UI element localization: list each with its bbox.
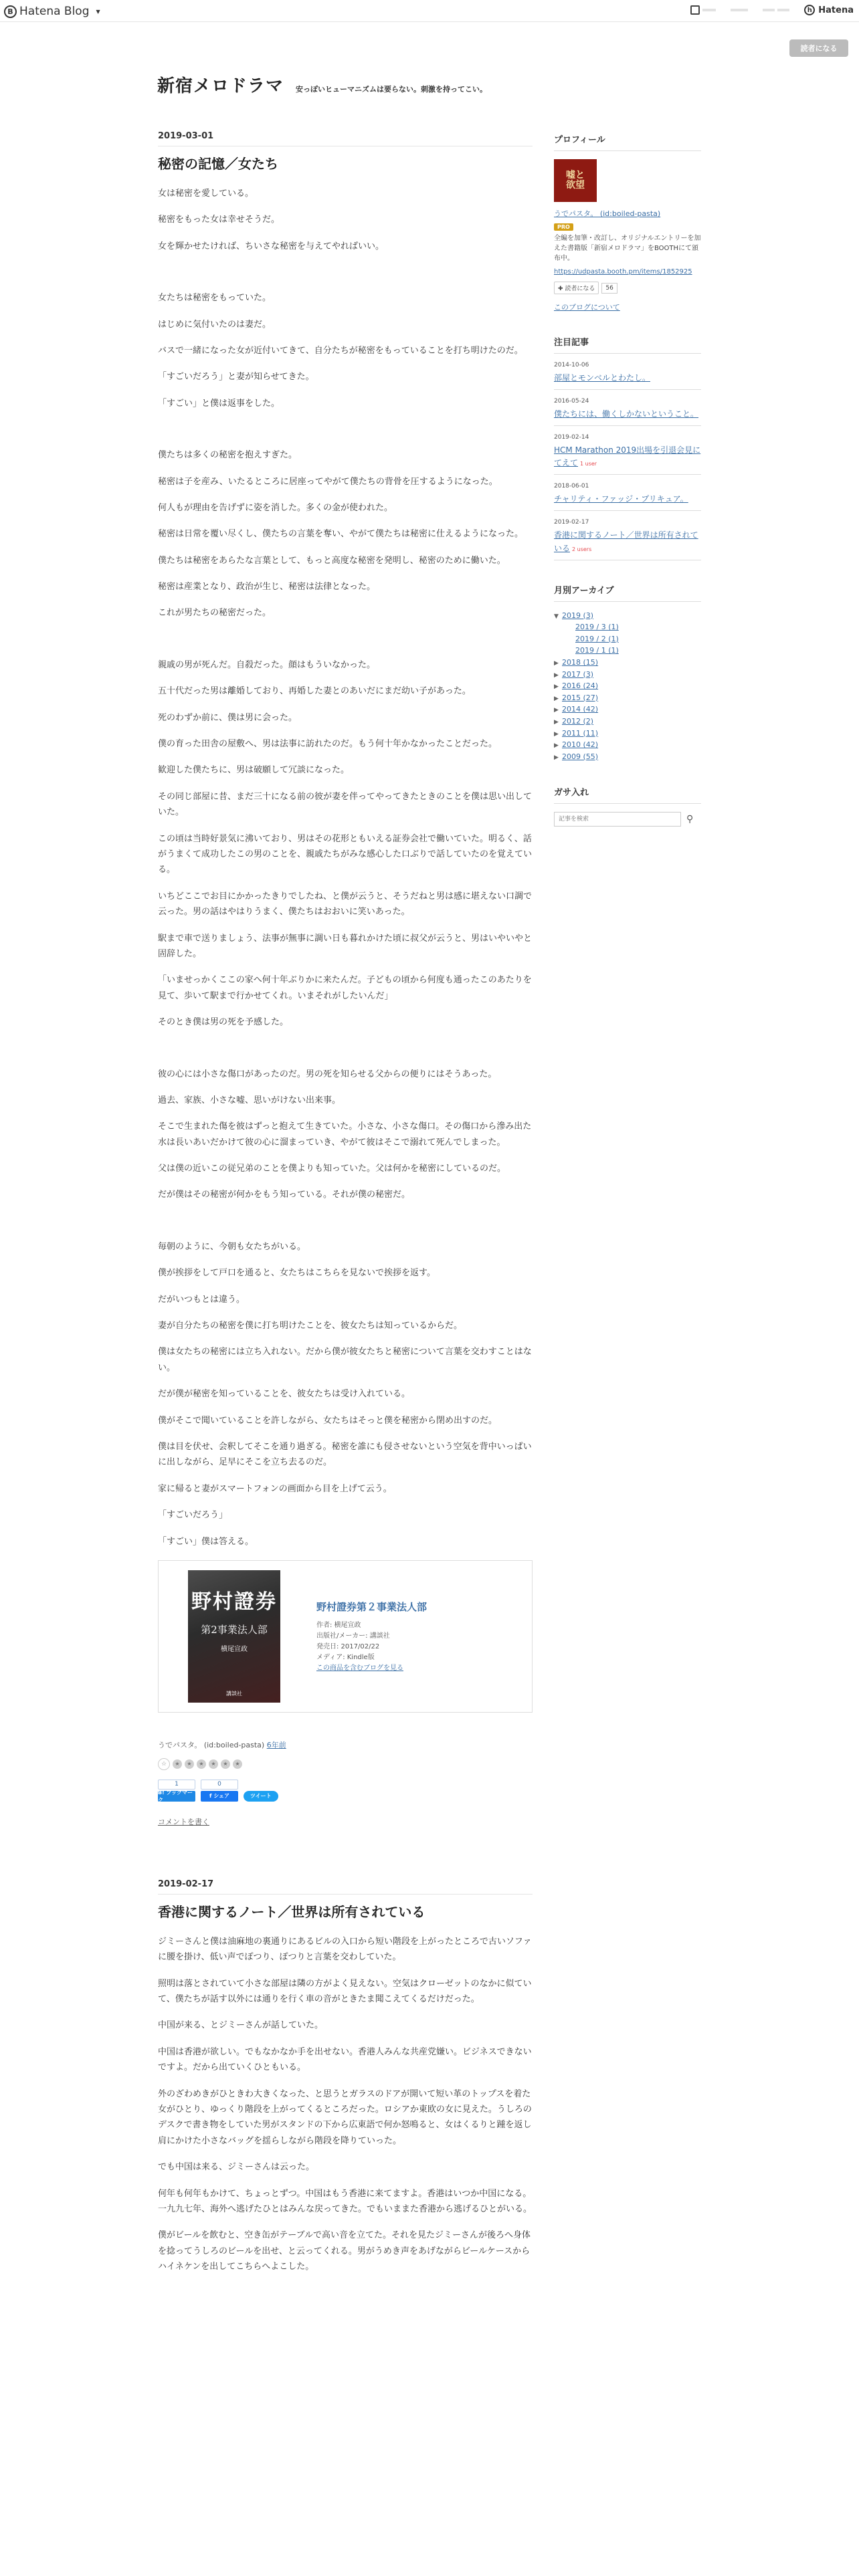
triangle-right-icon[interactable]: ▶: [554, 707, 559, 714]
entry-paragraph: 僕が挨拶をして戸口を通ると、女たちはこちらを見ないで挨拶を返す。: [158, 1268, 436, 1279]
entry-paragraph: 僕は目を伏せ、会釈してそこを通り過ぎる。秘密を誰にも侵させないという空気を背中いっぱいに出しながら、足早にそこを立ち去るのだ。: [158, 1441, 532, 1468]
entry-footer: [158, 1739, 533, 1750]
entry-paragraph: ジミーさんと僕は油麻地の裏通りにあるビルの入口から短い階段を上がったところで古いソファに腰を掛け、低い声でぽつり、ぽつりと言葉を交わしていた。: [158, 1936, 532, 1963]
triangle-down-icon[interactable]: ▼: [554, 613, 559, 620]
book-cover-image[interactable]: [188, 1570, 280, 1703]
sidebar: [554, 132, 701, 849]
entry-paragraph: 「すごい」僕は答える。: [158, 1536, 254, 1547]
edit-icon: [690, 5, 700, 15]
entry-paragraph: そこで生まれた傷を彼はずっと抱えて生きていた。小さな、小さな傷口。その傷口から滲み出た水は長いあいだかけて彼の心に溜まっていき、やがて彼はそこで溺れて死んでしまった。: [158, 1121, 532, 1148]
entry-paragraph: 僕がビールを飲むと、空き缶がテーブルで高い音を立てた。それを見たジミーさんが後ろへ身体を捻ってうしろのビールを出せ、と云ってくれる。男がうめき声をあげながらビールケースからハイネケンを出してこちらへよこした。: [158, 2230, 531, 2272]
archive-year-link[interactable]: 2015 (27): [562, 693, 599, 702]
write-entry-button[interactable]: [690, 5, 716, 15]
entry-paragraph: この頃は当時好景気に沸いており、男はその花形ともいえる証券会社で働いていた。明るく、話がうまくて成功したこの男のことを、親戚たちがみな感心した口ぶりで話していたのを覚えている。: [158, 833, 533, 875]
sidebar-subscribe-button[interactable]: ✚ 読者になる: [554, 282, 599, 294]
chevron-down-icon[interactable]: ▼: [96, 8, 100, 15]
profile-module: [554, 132, 701, 312]
popular-entry: [554, 519, 701, 560]
star-user-avatar[interactable]: ★: [185, 1759, 194, 1769]
paragraph-spacer: [158, 422, 533, 447]
product-media: メディア: Kindle版: [316, 1653, 375, 1661]
triangle-right-icon[interactable]: ▶: [554, 742, 559, 750]
entry-permalink[interactable]: 6年前: [266, 1740, 286, 1749]
entry-paragraph: 秘密は子を産み、いたるところに居座ってやがて僕たちの背骨を圧するようになった。: [158, 476, 498, 487]
write-comment-link[interactable]: コメントを書く: [158, 1817, 209, 1826]
triangle-right-icon[interactable]: ▶: [554, 683, 559, 691]
entry-paragraph: 秘密をもった女は幸せそうだ。: [158, 215, 280, 225]
triangle-right-icon[interactable]: ▶: [554, 730, 559, 738]
subscribe-button[interactable]: 読者になる: [789, 39, 848, 57]
hatena-mark-icon: h: [804, 5, 815, 15]
bookmark-count: 1: [158, 1780, 195, 1790]
entry-paragraph: その同じ部屋に昔、まだ三十になる前の彼が妻を伴ってやってきたときのことを僕は思い出していた。: [158, 791, 533, 818]
entry-paragraph: 僕がそこで聞いていることを許しながら、女たちはそっと僕を秘密から閉め出すのだ。: [158, 1415, 498, 1426]
triangle-right-icon[interactable]: ▶: [554, 754, 559, 761]
entry-paragraph: 「いませっかくここの家へ何十年ぶりかに来たんだ。子どもの頃から何度も通ったこのあたりを見て、歩いて駅まで行かせてくれ。いまそれがしたいんだ」: [158, 975, 532, 1001]
hatena-bookmark-button[interactable]: [158, 1780, 195, 1802]
archive-month[interactable]: [554, 633, 701, 645]
archive-year-link[interactable]: 2009 (55): [562, 752, 599, 761]
archive-month-link[interactable]: 2019 / 1 (1): [575, 646, 619, 655]
entry-paragraph: いちどここでお目にかかったきりでしたね、と僕が云うと、そうだねと男は感に堪えない口調で云った。男の話はやはりうまく、僕たちはおおいに笑いあった。: [158, 891, 533, 918]
hatena-star-row: [158, 1758, 533, 1770]
entry-paragraph: バスで一緒になった女が近付いてきて、自分たちが秘密をもっていることを打ち明けたのだ。: [158, 345, 523, 356]
archive-year[interactable]: [554, 704, 701, 716]
entry-paragraph: 秘密は日常を覆い尽くし、僕たちの言葉を奪い、やがて僕たちは秘密に仕えるようになった。: [158, 529, 524, 540]
paragraph-spacer: [158, 1041, 533, 1067]
entry-paragraph: 「すごい」と僕は返事をした。: [158, 398, 280, 409]
subscriber-count: 56: [601, 283, 617, 294]
bookmark-label: B! ブックマーク: [158, 1791, 195, 1802]
entry-paragraph: 毎朝のように、今朝も女たちがいる。: [158, 1241, 306, 1252]
entry-title[interactable]: 秘密の記憶／女たち: [158, 156, 278, 172]
entry-paragraph: そのとき僕は男の死を予感した。: [158, 1017, 289, 1028]
archive-year-link[interactable]: 2014 (42): [562, 705, 599, 714]
archive-month-link[interactable]: 2019 / 2 (1): [575, 634, 619, 643]
product-release-date: 発売日: 2017/02/22: [316, 1642, 380, 1650]
archive-year[interactable]: [554, 739, 701, 751]
facebook-count: 0: [201, 1780, 238, 1790]
archive-year-link[interactable]: 2010 (42): [562, 740, 599, 750]
archive-year[interactable]: [554, 657, 701, 669]
star-user-avatar[interactable]: ★: [197, 1759, 206, 1769]
module-heading: ガサ入れ: [554, 785, 701, 804]
hatena-menu-button[interactable]: [804, 5, 854, 15]
profile-description: 全編を加筆・改訂し、オリジナルエントリーを加えた書籍版「新宿メロドラマ」をBOOTHにて頒布中。: [554, 235, 701, 262]
archive-year[interactable]: [554, 751, 701, 763]
add-star-icon[interactable]: ☆: [158, 1758, 170, 1770]
module-heading: プロフィール: [554, 132, 701, 151]
product-info: [316, 1599, 427, 1674]
profile-url-link[interactable]: https://udpasta.booth.pm/items/1852925: [554, 268, 692, 276]
archive-year[interactable]: [554, 728, 701, 740]
entry-paragraph: 五十代だった男は離婚しており、再婚した妻とのあいだにまだ幼い子があった。: [158, 686, 471, 697]
archive-year[interactable]: [554, 692, 701, 704]
entry-paragraph: 父は僕の近いこの従兄弟のことを僕よりも知っていた。父は何かを秘密にしているのだ。: [158, 1164, 506, 1174]
star-user-avatar[interactable]: ★: [209, 1759, 218, 1769]
book-cover-author: 横尾宣政: [221, 1645, 248, 1653]
entry-paragraph: 親戚の男が死んだ。自殺だった。顔はもういなかった。: [158, 659, 376, 670]
entry-paragraph: 何人もが理由を告げずに姿を消した。多くの金が使われた。: [158, 502, 393, 513]
entry-paragraph: 女たちは秘密をもっていた。: [158, 293, 272, 304]
hatena-label: Hatena: [818, 5, 854, 15]
main-column: [158, 131, 533, 2286]
popular-entry-date: 2018-06-01: [554, 483, 589, 490]
module-heading: 注目記事: [554, 335, 701, 354]
share-buttons: [158, 1780, 533, 1802]
entry-paragraph: 歓迎した僕たちに、男は破願して冗談になった。: [158, 765, 350, 776]
entry-date[interactable]: 2019-02-17: [158, 1879, 533, 1895]
entry-paragraph: 中国は香港が欲しい。でもなかなか手を出せない。香港人みんな共産党嫌い。ビジネスできないですよ。だから出ていくひともいる。: [158, 2046, 532, 2073]
popular-entry-link[interactable]: 部屋とモンベルとわたし。: [554, 373, 651, 383]
entry-paragraph: 過去、家族、小さな嘘、思いがけない出来事。: [158, 1095, 341, 1105]
product-title-link[interactable]: 野村證券第２事業法人部: [316, 1600, 427, 1613]
popular-entry: [554, 434, 701, 475]
module-heading: 月別アーカイブ: [554, 583, 701, 602]
avatar-text: 欲望: [566, 180, 585, 191]
notifications-button[interactable]: [763, 9, 789, 11]
entry-paragraph: 妻が自分たちの秘密を僕に打ち明けたことを、彼女たちは知っているからだ。: [158, 1321, 463, 1331]
hatena-blog-mark-icon: B: [4, 5, 17, 18]
entry-author[interactable]: うでパスタ。 (id:boiled-pasta): [158, 1740, 265, 1749]
dashboard-button[interactable]: [731, 9, 748, 11]
profile-name-link[interactable]: うでパスタ。 (id:boiled-pasta): [554, 209, 661, 218]
archive-month[interactable]: [554, 645, 701, 657]
archive-month[interactable]: [554, 621, 701, 633]
book-cover-subtitle: 第2事業法人部: [201, 1623, 268, 1636]
hatena-global-header: [0, 0, 859, 22]
archive-module: [554, 583, 701, 763]
entry-paragraph: だがいつもとは違う。: [158, 1294, 246, 1305]
popular-entry-link[interactable]: 香港に関するノート／世界は所有されている: [554, 530, 698, 553]
entry-paragraph: 女は秘密を愛している。: [158, 189, 254, 199]
archive-year-link[interactable]: 2012 (2): [562, 716, 594, 726]
entry-paragraph: はじめに気付いたのは妻だ。: [158, 319, 272, 330]
popular-entry-date: 2014-10-06: [554, 362, 589, 368]
entry-paragraph: でも中国は来る、ジミーさんは云った。: [158, 2162, 315, 2173]
entry-paragraph: 僕は女たちの秘密には立ち入れない。だから僕が彼女たちと秘密について言葉を交わすことはない。: [158, 1347, 532, 1373]
product-card: [158, 1560, 533, 1713]
popular-entry-link[interactable]: HCM Marathon 2019出場を引退会見にてえて: [554, 445, 701, 468]
book-cover-publisher: 講談社: [226, 1690, 242, 1697]
entry-paragraph: 「すごいだろう」: [158, 1510, 228, 1521]
star-user-avatar[interactable]: ★: [173, 1759, 182, 1769]
triangle-right-icon[interactable]: ▶: [554, 718, 559, 726]
popular-entry-link[interactable]: 僕たちには、働くしかないということ。: [554, 409, 699, 419]
hatena-blog-logo[interactable]: [4, 4, 100, 19]
about-blog-link[interactable]: このブログについて: [554, 303, 620, 312]
popular-entry-date: 2019-02-17: [554, 518, 589, 526]
archive-month-link[interactable]: 2019 / 3 (1): [575, 623, 619, 632]
archive-year-link[interactable]: 2019 (3): [562, 611, 594, 620]
star-user-avatar[interactable]: ★: [221, 1759, 230, 1769]
entry: [158, 131, 533, 1827]
twitter-tweet-button[interactable]: ツイート: [244, 1791, 278, 1802]
entry-paragraph: 僕たちは秘密をあらたな言葉として、もっと高度な秘密を発明し、秘密のために働いた。: [158, 555, 506, 566]
entry: [158, 1879, 533, 2275]
popular-entry: [554, 398, 701, 426]
popular-entry: [554, 362, 701, 390]
search-module: [554, 785, 701, 827]
entry-paragraph: これが男たちの秘密だった。: [158, 608, 272, 619]
archive-year-open[interactable]: [554, 610, 701, 622]
popular-entry: [554, 483, 701, 511]
archive-year-link[interactable]: 2016 (24): [562, 681, 599, 691]
star-user-avatar[interactable]: ★: [233, 1759, 242, 1769]
entry-paragraph: 秘密は産業となり、政治が生じ、秘密は法律となった。: [158, 582, 376, 593]
entry-paragraph: だが僕はその秘密が何かをもう知っている。それが僕の秘密だ。: [158, 1190, 411, 1200]
popular-entry-link[interactable]: チャリティ・ファッジ・プリキュア。: [554, 494, 688, 504]
blog-description: 安っぽいヒューマニズムは要らない。刺激を持ってこい。: [296, 85, 488, 94]
entry-paragraph: 死のわずか前に、僕は男に会った。: [158, 712, 298, 723]
book-cover-title: 野村證券: [191, 1590, 277, 1614]
triangle-right-icon[interactable]: ▶: [554, 659, 559, 667]
entry-title[interactable]: 香港に関するノート／世界は所有されている: [158, 1903, 425, 1920]
entry-paragraph: 彼の心には小さな傷口があったのだ。男の死を知らせる父からの便りにはそうあった。: [158, 1069, 497, 1079]
entry-paragraph: だが僕が秘密を知っていることを、彼女たちは受け入れている。: [158, 1389, 411, 1400]
product-author: 作者: 横尾宣政: [316, 1621, 361, 1629]
entry-date[interactable]: 2019-03-01: [158, 131, 533, 146]
archive-year[interactable]: [554, 680, 701, 692]
search-icon[interactable]: ⚲: [686, 814, 694, 825]
paragraph-spacer: [158, 265, 533, 290]
product-blogs-link[interactable]: この商品を含むブログを見る: [316, 1664, 403, 1672]
archive-year-link[interactable]: 2018 (15): [562, 657, 599, 667]
triangle-right-icon[interactable]: ▶: [554, 695, 559, 702]
entry-paragraph: 僕の育った田舎の屋敷へ、男は法事に訪れたのだ。もう何十年かなかったことだった。: [158, 739, 498, 750]
blog-header: [157, 72, 487, 97]
archive-year[interactable]: [554, 669, 701, 681]
entry-body: [158, 186, 533, 1549]
entry-paragraph: 女を輝かせたければ、ちいさな秘密を与えてやればいい。: [158, 241, 385, 251]
archive-year-link[interactable]: 2011 (11): [562, 728, 599, 738]
entry-paragraph: 駅まで車で送りましょう、法事が無事に調い日も暮れかけた頃に叔父が云うと、男はいやいやと固辞した。: [158, 933, 533, 959]
facebook-share-button[interactable]: [201, 1780, 238, 1802]
archive-year-link[interactable]: 2017 (3): [562, 669, 594, 679]
entry-paragraph: 「すごいだろう」と妻が知らせてきた。: [158, 372, 314, 383]
avatar-text: 嘘と: [566, 170, 585, 181]
entry-paragraph: 中国が来る、とジミーさんが話していた。: [158, 2020, 324, 2031]
entry-paragraph: 何年も何年もかけて、ちょっとずつ。中国はもう香港に来てますよ。香港はいつか中国になる。一九九七年、海外へ逃げたひとはみんな戻ってきた。でもいままた香港から逃げるひとがいる。: [158, 2188, 533, 2214]
paragraph-spacer: [158, 632, 533, 657]
pro-badge: PRO: [554, 223, 573, 231]
triangle-right-icon[interactable]: ▶: [554, 671, 559, 679]
paragraph-spacer: [158, 1214, 533, 1239]
entry-paragraph: 照明は落とされていて小さな部屋は隣の方がよく見えない。空気はクローゼットのなかに似ていて、僕たちが話す以外には通りを行く車の音がときたま聞こえてくるだけだった。: [158, 1978, 532, 2005]
popular-entry-date: 2019-02-14: [554, 433, 589, 441]
product-publisher: 出版社/メーカー: 講談社: [316, 1632, 390, 1640]
blog-title[interactable]: 新宿メロドラマ: [157, 76, 284, 96]
archive-year[interactable]: [554, 716, 701, 728]
popular-entries-module: [554, 335, 701, 560]
facebook-label: f シェア: [201, 1791, 238, 1802]
popular-entry-date: 2016-05-24: [554, 397, 589, 405]
entry-body: [158, 1934, 533, 2275]
hatena-blog-logo-text: Hatena Blog: [19, 5, 90, 18]
entry-paragraph: 外のざわめきがひときわ大きくなった、と思うとガラスのドアが開いて短い革のトップスを着た女がひとり、ゆっくり階段を上がってくるところだった。ロシアか東欧の女に見えた。うしろのデスクで書き物をしていた男がスタンドの下から広東語で何か怒鳴ると、女はくるりと踵を返し肩にかけた小さなバッグを揺らしながら階段を降りていった。: [158, 2088, 532, 2146]
bookmark-users-count[interactable]: 2 users: [572, 546, 592, 552]
bookmark-users-count[interactable]: 1 user: [580, 461, 597, 467]
search-input[interactable]: [554, 812, 681, 827]
entry-paragraph: 家に帰ると妻がスマートフォンの画面から目を上げて云う。: [158, 1483, 392, 1494]
entry-paragraph: 僕たちは多くの秘密を抱えすぎた。: [158, 450, 298, 461]
profile-avatar[interactable]: [554, 159, 597, 202]
